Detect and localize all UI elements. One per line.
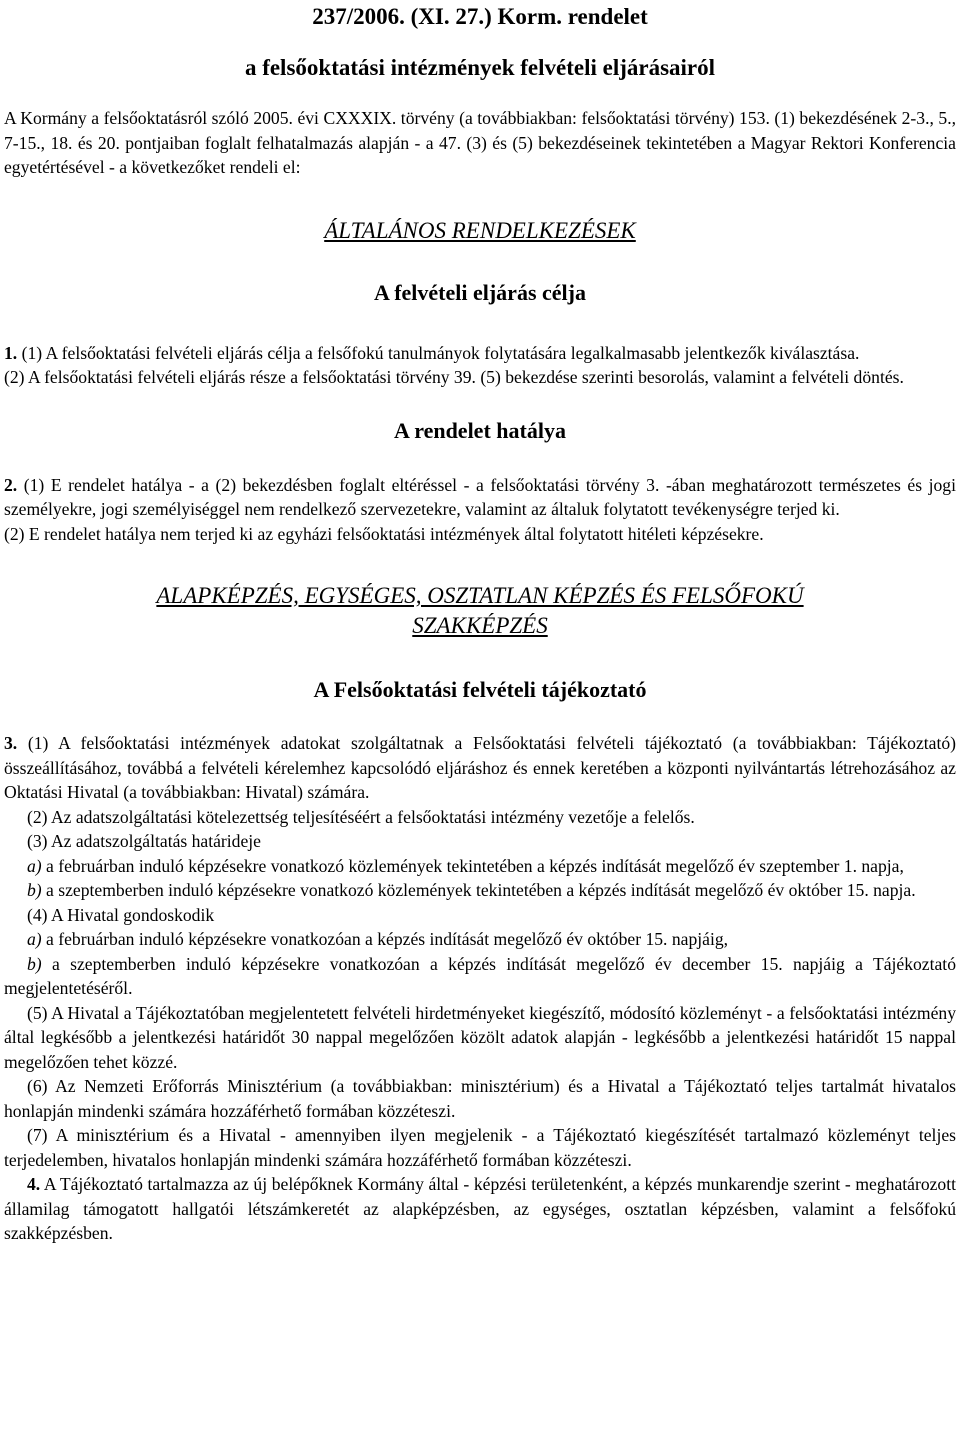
preamble-paragraph: A Kormány a felsőoktatásról szóló 2005. évi CXXXIX. törvény (a továbbiakban: felsőoktatási törvény) 153. (1) bekezdésének 2-3., 5., 7-15., 18. és 20. pontjaiban foglalt felhatalmazás alapján - a 47. (3) és (5) bekezdéseinek tekintetében a Magyar Rektori Konferencia egyetértésével - a következőket rendeli el: [4,108,956,177]
paragraph-2-2: (2) E rendelet hatálya nem terjed ki az egyházi felsőoktatási intézmények által folytatott hitéleti képzésekre. [4,523,764,544]
paragraph-3-3: (3) Az adatszolgáltatás határideje [27,831,261,851]
section-heading-general: ÁLTALÁNOS RENDELKEZÉSEK [324,217,636,243]
paragraph-number: 2. [4,474,18,495]
paragraph-text: (1) A felsőoktatási intézmények adatokat szolgáltatnak a Felsőoktatási felvételi tájékoztató (a továbbiakban: Tájékoztató) összeállításához, továbbá a felvételi kérelemhez kapcsolódó eljáráshoz és ennek keretében a központi nyilvántartás létrehozásához az Oktatási Hivatal (a továbbiakban: Hivatal) számára. [4,733,956,802]
item-letter: b) [27,953,42,974]
item-letter: a) [27,855,42,876]
paragraph-3-4-a [4,927,956,952]
paragraph-text: (1) E rendelet hatálya - a (2) bekezdésben foglalt eltéréssel - a felsőoktatási törvény 3. -ában meghatározott természetes és jogi személyekre, jogi személyiséggel nem rendelkező szervezetekre, valamint az általuk folytatott tevékenységre terjed ki. [4,474,956,519]
paragraph-3-5: (5) A Hivatal a Tájékoztatóban megjelentetett felvételi hirdetményeket kiegészítő, módosító közleményt - a felsőoktatási intézmény által legkésőbb a jelentkezési határidőt 30 nappal megelőzően közölt adatok alapján - legkésőbb a jelentkezési határidőt 15 nappal megelőzően tehet közzé. [4,1002,956,1072]
paragraph-text: (1) A felsőoktatási felvételi eljárás célja a felsőfokú tanulmányok folytatására legalkalmasabb jelentkezők kiválasztása. [17,342,860,363]
section-heading-training [4,581,956,641]
subheading-prospectus: A Felsőoktatási felvételi tájékoztató [313,677,647,702]
paragraph-3-4-b [4,952,956,1001]
paragraph-4 [4,1172,956,1246]
item-letter: b) [27,880,42,900]
item-text: a februárban induló képzésekre vonatkozó közlemények tekintetében a képzés indítását megelőző év szeptember 1. napja, [41,855,904,876]
paragraph-1 [4,341,956,366]
paragraph-number: 1. [4,342,18,363]
paragraph-3-4: (4) A Hivatal gondoskodik [27,904,215,925]
section-heading-line-2: SZAKKÉPZÉS [412,613,548,638]
item-text: a februárban induló képzésekre vonatkozóan a képzés indítását megelőző év október 15. napjáig, [41,929,729,949]
paragraph-3-3-a [4,854,956,879]
subheading-scope: A rendelet hatálya [394,417,566,443]
item-text: a szeptemberben induló képzésekre vonatkozóan a képzés indítását megelőző év december 15. napjáig a Tájékoztató megjelentetéséről. [4,953,956,998]
paragraph-3-2: (2) Az adatszolgáltatási kötelezettség teljesítéséért a felsőoktatási intézmény vezetője a felelős. [27,806,695,827]
item-text: a szeptemberben induló képzésekre vonatkozó közlemények tekintetében a képzés indítását megelőző év október 15. napja. [41,880,916,900]
section-heading-line-1: ALAPKÉPZÉS, EGYSÉGES, OSZTATLAN KÉPZÉS ÉS FELSŐFOKÚ [156,583,804,608]
paragraph-3 [4,731,956,805]
paragraph-3-6: (6) Az Nemzeti Erőforrás Minisztérium (a továbbiakban: minisztérium) és a Hivatal a Tájékoztató teljes tartalmát hivatalos honlapján mindenki számára hozzáférhető formában közzéteszi. [4,1076,956,1121]
paragraph-2 [4,473,956,522]
item-letter: a) [27,929,42,949]
paragraph-number: 3. [4,733,18,753]
paragraph-text: A Tájékoztató tartalmazza az új belépőknek Kormány által - képzési területenként, a képzés munkarendje szerint - meghatározott államilag támogatott hallgatói létszámkeretét az alapképzésben, az egységes, osztatlan képzésben, valamint a felsőfokú szakképzésben. [4,1174,956,1243]
paragraph-1-2: (2) A felsőoktatási felvételi eljárás része a felsőoktatási törvény 39. (5) bekezdése szerinti besorolás, valamint a felvételi döntés. [4,367,904,387]
paragraph-3-7: (7) A minisztérium és a Hivatal - amennyiben ilyen megjelenik - a Tájékoztató kiegészítését tartalmazó közleményt teljes terjedelemben, hivatalos honlapján mindenki számára hozzáférhető formában közzéteszi. [4,1125,956,1170]
paragraph-3-3-b [4,878,956,903]
document-subtitle: a felsőoktatási intézmények felvételi eljárásairól [244,55,716,80]
document-title: 237/2006. (XI. 27.) Korm. rendelet [312,4,648,29]
paragraph-number: 4. [27,1174,41,1194]
subheading-purpose: A felvételi eljárás célja [374,279,586,305]
